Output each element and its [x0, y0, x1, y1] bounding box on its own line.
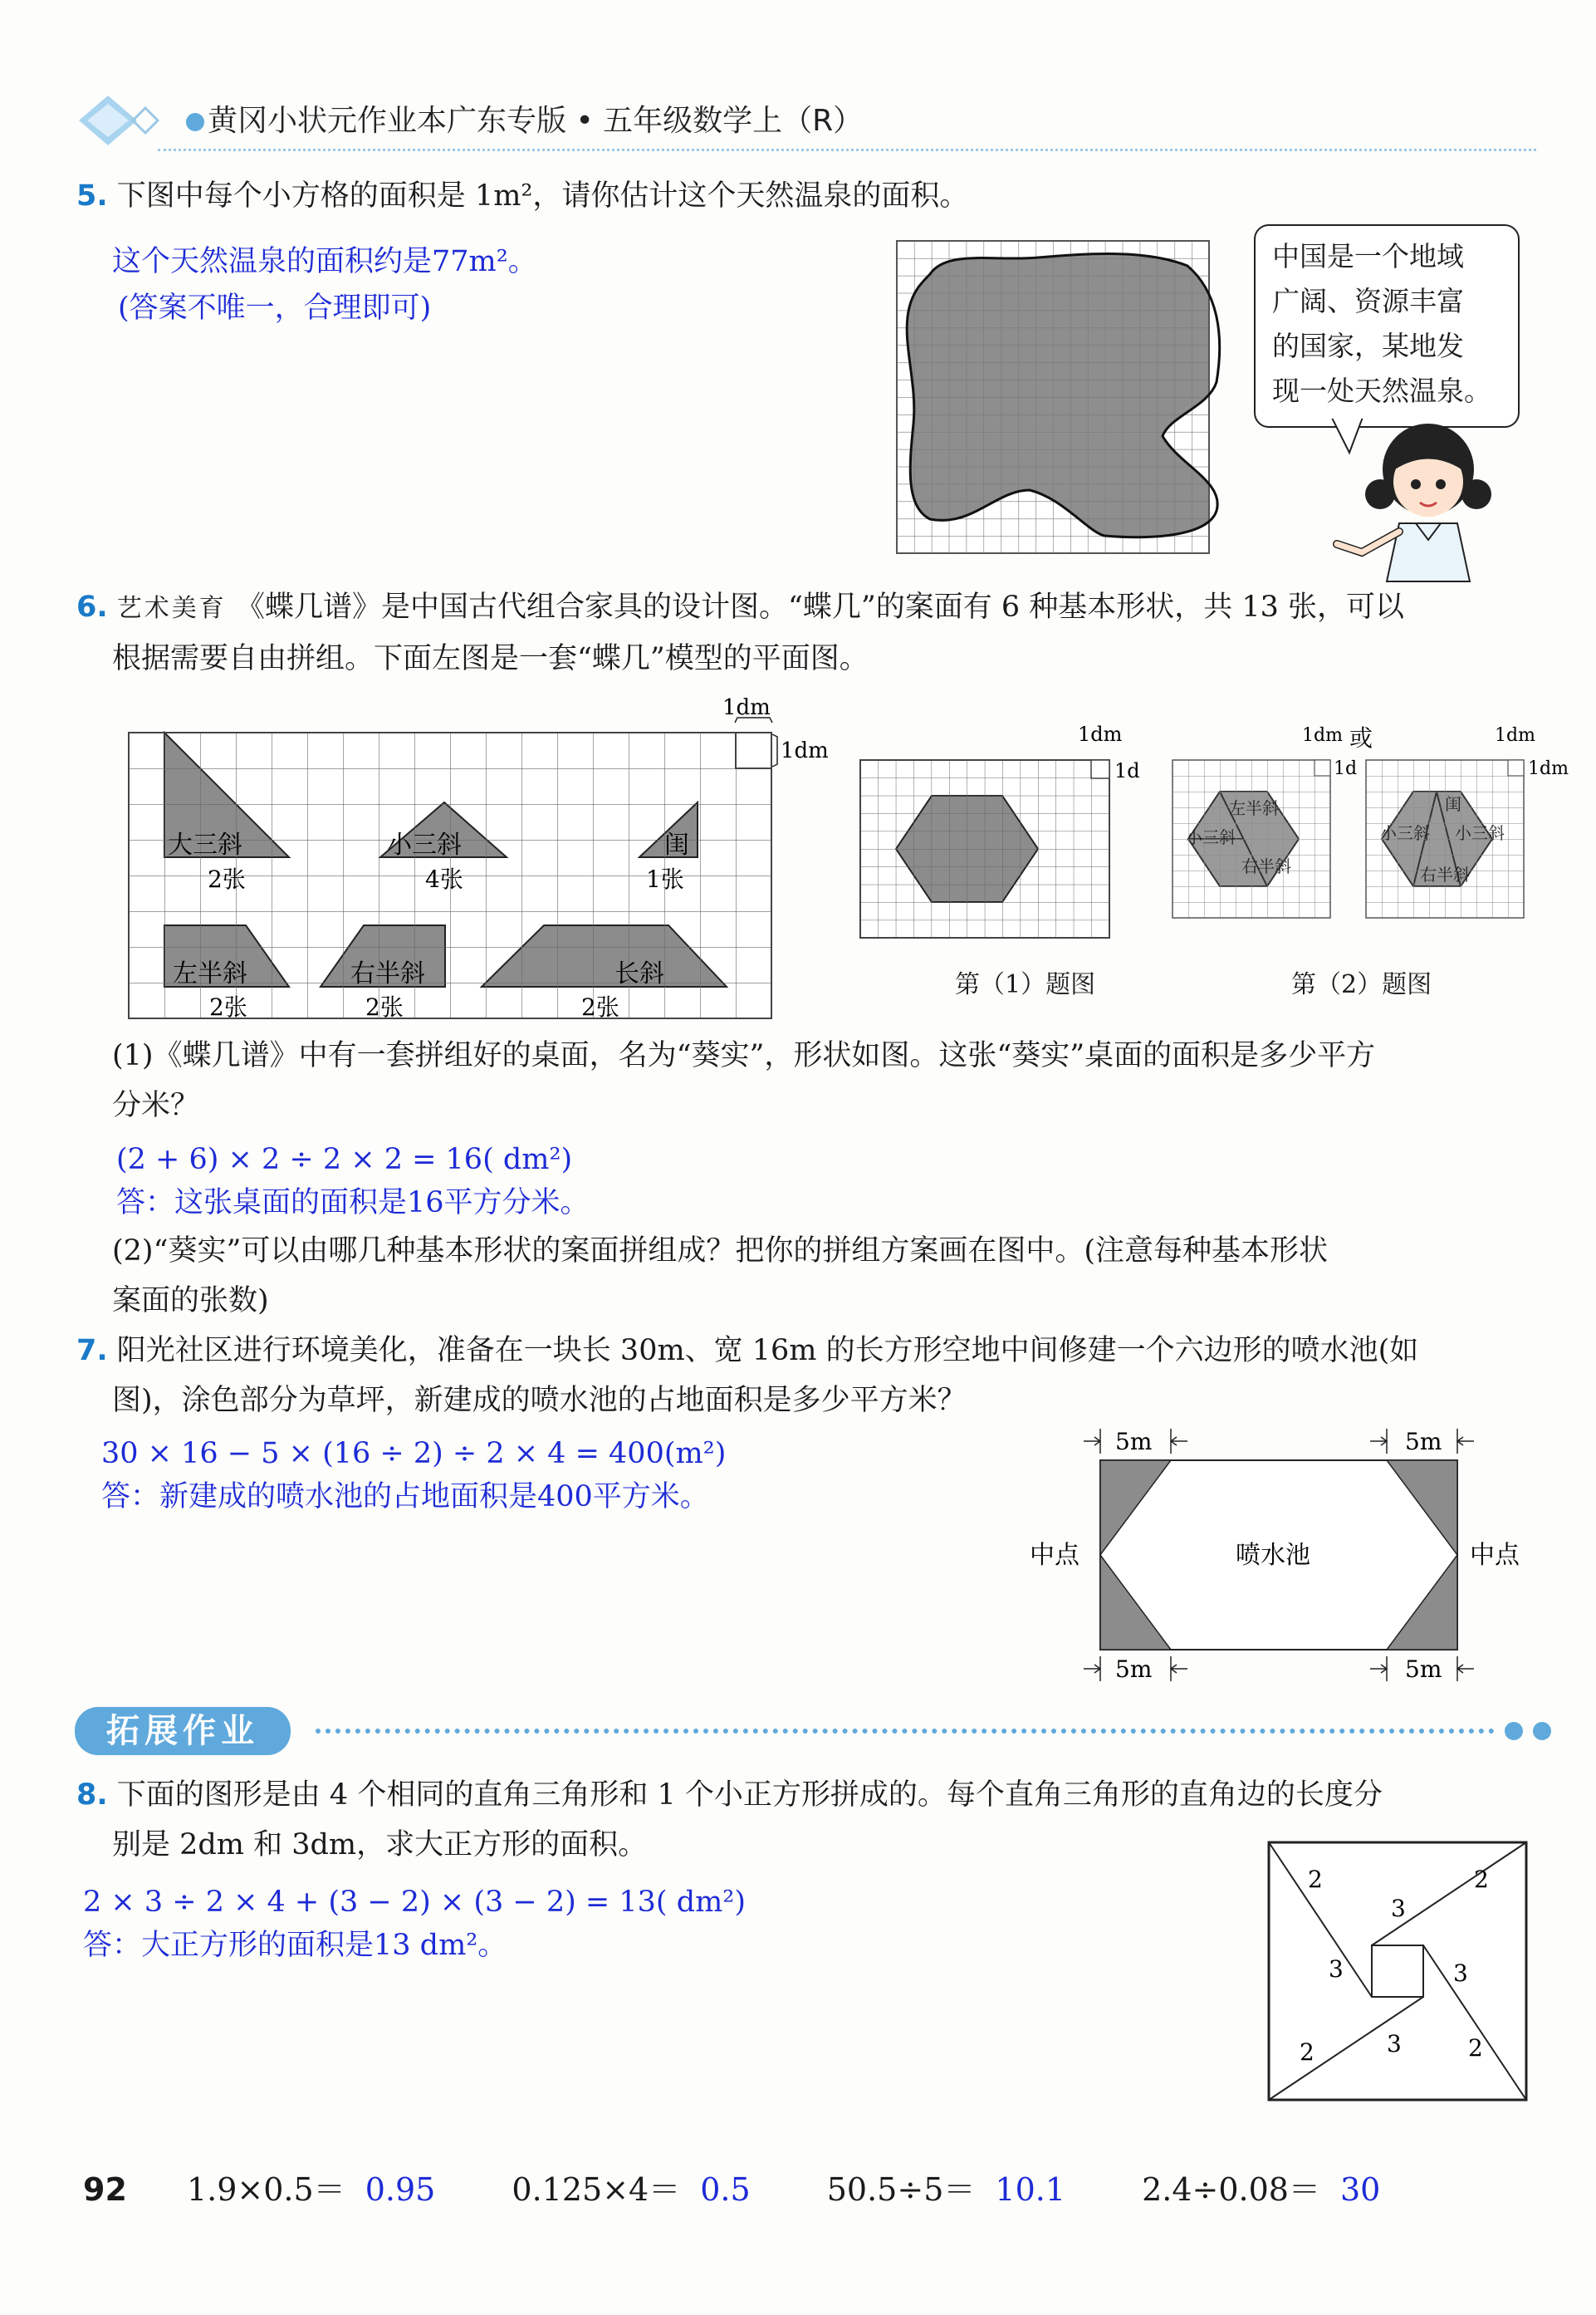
label-gui: 闺 [664, 831, 689, 860]
header-diamond-icon [75, 91, 208, 150]
girl-illustration [1329, 419, 1520, 586]
question-8-number: 8. [76, 1778, 108, 1812]
question-8 [76, 1769, 1383, 1821]
dim-label: 5m [1115, 1428, 1153, 1455]
q5-answer-line2: (答案不唯一，合理即可) [118, 292, 432, 325]
unit-label-top: 1dm [1495, 725, 1535, 746]
question-5 [76, 170, 968, 222]
edge-label: 2 [1308, 1866, 1323, 1893]
mental-math-answer: 10.1 [995, 2171, 1065, 2208]
banner-dot [1505, 1722, 1523, 1740]
question-8-text-line2: 别是 2dm 和 3dm，求大正方形的面积。 [112, 1828, 648, 1861]
question-8-text: 下面的图形是由 4 个相同的直角三角形和 1 个小正方形拼成的。每个直角三角形的直角边的长度分 [116, 1778, 1383, 1812]
q6-sub1-line2: 分米？ [112, 1089, 200, 1122]
extension-banner [75, 1707, 1553, 1757]
count-gui: 1张 [646, 866, 684, 893]
mental-math-expr: 1.9×0.5＝ [186, 2171, 345, 2208]
q7-answer: 答：新建成的喷水池的占地面积是400平方米。 [101, 1480, 709, 1513]
mental-math-expr: 50.5÷5＝ [826, 2171, 976, 2208]
hot-spring-grid [897, 241, 1229, 557]
fig2b-label: 右半斜 [1420, 865, 1470, 885]
question-5-text: 下图中每个小方格的面积是 1m²，请你估计这个天然温泉的面积。 [116, 179, 969, 213]
bubble-line: 的国家，某地发 [1272, 330, 1464, 362]
count-right-half: 2张 [365, 993, 404, 1021]
header-divider [158, 149, 1536, 151]
q8-answer: 答：大正方形的面积是13 dm²。 [83, 1929, 507, 1962]
banner-dot [1533, 1722, 1551, 1740]
dim-label: 5m [1405, 1655, 1442, 1683]
label-or: 或 [1349, 724, 1373, 752]
banner-dots [316, 1729, 1495, 1734]
question-6 [76, 581, 1404, 635]
figure-q6-2 [1163, 714, 1569, 955]
label-left-half: 左半斜 [173, 959, 247, 988]
fig2a-label: 左半斜 [1229, 798, 1279, 818]
q6-sub2-line2: 案面的张数) [112, 1284, 269, 1317]
edge-label: 2 [1474, 1866, 1489, 1893]
count-left-half: 2张 [209, 993, 247, 1021]
fig2b-label: 小三斜 [1380, 823, 1430, 843]
unit-label-side: 1d [1334, 758, 1358, 779]
label-right-half: 右半斜 [350, 959, 425, 988]
edge-label: 3 [1387, 2030, 1402, 2058]
question-7-number: 7. [76, 1334, 108, 1367]
midpoint-label: 中点 [1030, 1541, 1080, 1570]
mental-math-expr: 2.4÷0.08＝ [1142, 2171, 1320, 2208]
fig1-caption: 第（1）题图 [955, 970, 1096, 999]
count-big-triangle: 2张 [208, 866, 246, 893]
unit-label-top: 1dm [1078, 723, 1123, 746]
count-small-triangle: 4张 [425, 866, 463, 893]
bubble-line: 现一处天然温泉。 [1272, 375, 1491, 407]
unit-label-top: 1dm [722, 695, 771, 720]
question-7-text-line2: 图)，涂色部分为草坪，新建成的喷水池的占地面积是多少平方米？ [112, 1384, 967, 1417]
unit-label-side: 1d [1114, 759, 1140, 782]
edge-label: 2 [1468, 2034, 1483, 2062]
speech-bubble [1254, 224, 1520, 428]
q5-answer-line1: 这个天然温泉的面积约是77m²。 [112, 245, 537, 278]
header-title: 黄冈小状元作业本广东专版 • 五年级数学上（R） [208, 104, 864, 138]
unit-label-top: 1dm [1302, 725, 1343, 746]
pinwheel-square-figure [1262, 1836, 1536, 2110]
edge-label: 3 [1329, 1955, 1344, 1983]
q7-formula: 30 × 16 − 5 × (16 ÷ 2) ÷ 2 × 4 = 400(m²) [101, 1437, 727, 1470]
mental-math-answer: 0.5 [700, 2171, 751, 2208]
q6-sub1-line1: (1)《蝶几谱》中有一套拼组好的桌面，名为“葵实”，形状如图。这张“葵实”桌面的面积是多少平方 [112, 1039, 1376, 1072]
question-7 [76, 1325, 1418, 1376]
unit-label-side: 1dm [1528, 758, 1569, 779]
edge-label: 2 [1300, 2038, 1314, 2066]
fig2b-label: 闺 [1445, 794, 1461, 814]
dim-label: 5m [1115, 1655, 1153, 1683]
pool-label: 喷水池 [1236, 1541, 1310, 1570]
q6-sub1-answer: 答：这张桌面的面积是16平方分米。 [116, 1186, 590, 1219]
q8-formula: 2 × 3 ÷ 2 × 4 + (3 − 2) × (3 − 2) = 13( dm²) [83, 1886, 746, 1919]
unit-label-side: 1dm [781, 738, 829, 763]
figure-q6-1 [855, 714, 1138, 955]
question-6-number: 6. [76, 591, 108, 624]
butterfly-table-shapes [125, 691, 855, 1023]
fig2a-label: 小三斜 [1186, 827, 1236, 847]
label-big-triangle: 大三斜 [168, 831, 242, 860]
edge-label: 3 [1453, 1959, 1468, 1987]
extension-title: 拓展作业 [75, 1707, 291, 1755]
q6-sub2-line1: (2)“葵实”可以由哪几种基本形状的案面拼组成？把你的拼组方案画在图中。(注意每种基本形状 [112, 1234, 1329, 1268]
midpoint-label: 中点 [1470, 1541, 1520, 1570]
question-7-text: 阳光社区进行环境美化，准备在一块长 30m、宽 16m 的长方形空地中间修建一个六边形的喷水池(如 [116, 1334, 1419, 1367]
question-6-text: 《蝶几谱》是中国古代组合家具的设计图。“蝶几”的案面有 6 种基本形状，共 13 张，可以 [235, 591, 1405, 624]
bubble-line: 中国是一个地域 [1272, 240, 1464, 272]
dim-label: 5m [1405, 1428, 1442, 1455]
page-footer [83, 2164, 1447, 2210]
fig2a-label: 右半斜 [1241, 856, 1291, 876]
fig2-caption: 第（2）题图 [1291, 970, 1432, 999]
count-long: 2张 [581, 993, 619, 1021]
fig2b-label: 小三斜 [1455, 823, 1505, 843]
question-6-text-line2: 根据需要自由拼组。下面左图是一套“蝶几”模型的平面图。 [112, 642, 869, 675]
q6-sub1-formula: (2 + 6) × 2 ÷ 2 × 2 = 16( dm²) [116, 1143, 573, 1176]
page-header [58, 87, 1536, 154]
edge-label: 3 [1391, 1895, 1406, 1922]
label-small-triangle: 小三斜 [387, 831, 462, 860]
mental-math-answer: 0.95 [365, 2171, 436, 2208]
label-long: 长斜 [614, 959, 664, 988]
question-5-number: 5. [76, 179, 108, 213]
mental-math-answer: 30 [1339, 2171, 1381, 2208]
question-6-tag: 艺术美育 [116, 594, 227, 623]
bubble-line: 广阔、资源丰富 [1272, 285, 1464, 317]
page-number: 92 [83, 2171, 127, 2208]
fountain-figure [1021, 1420, 1520, 1695]
mental-math-expr: 0.125×4＝ [512, 2171, 681, 2208]
